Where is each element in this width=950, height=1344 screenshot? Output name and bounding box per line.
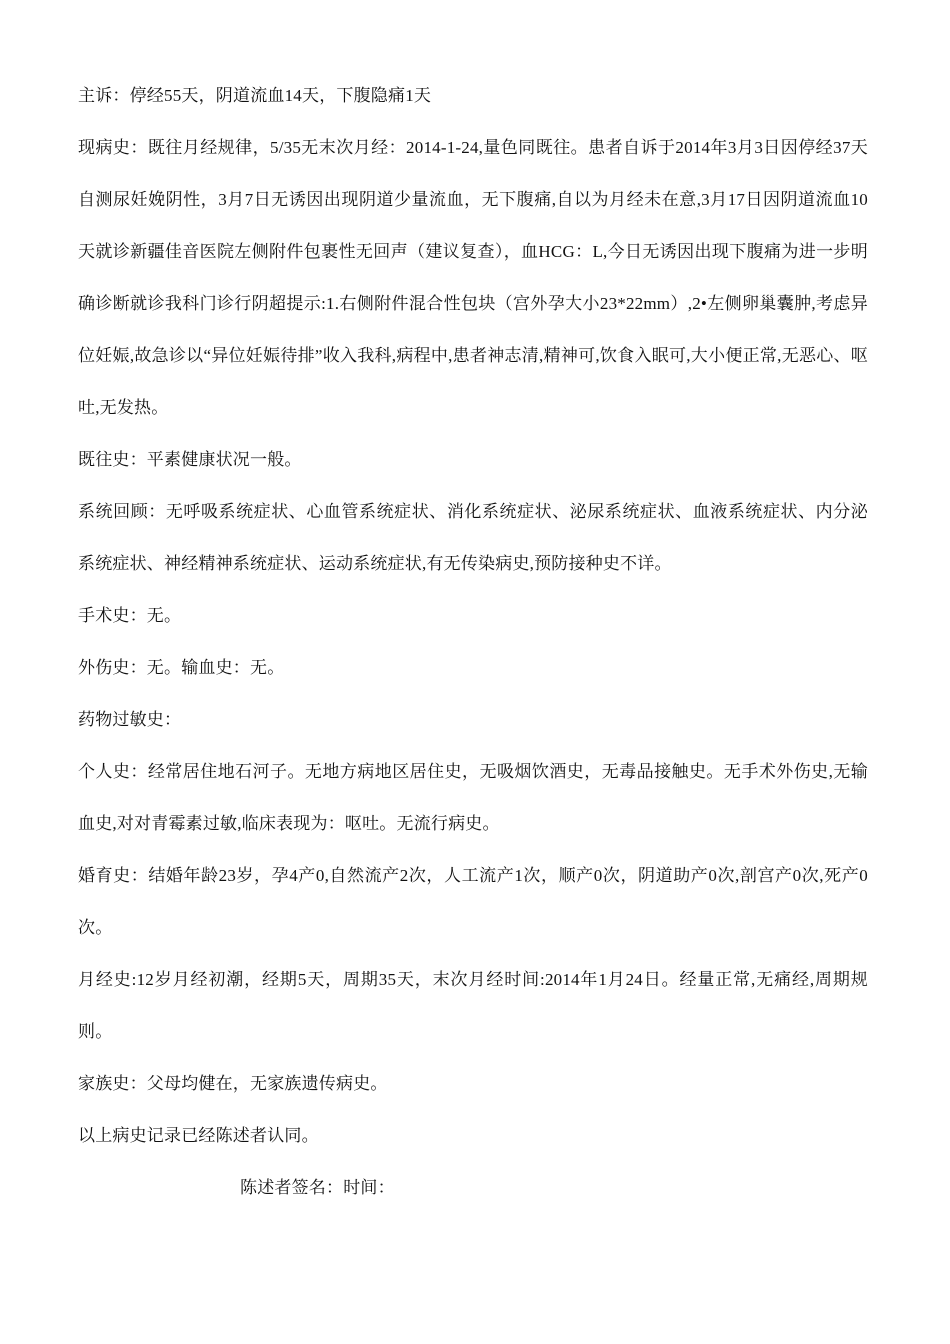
systems-review: 系统回顾：无呼吸系统症状、心血管系统症状、消化系统症状、泌尿系统症状、血液系统症状、内分泌系统症状、神经精神系统症状、运动系统症状,有无传染病史,预防接种史不详。 [78, 502, 868, 573]
personal-history: 个人史：经常居住地石河子。无地方病地区居住史，无吸烟饮酒史，无毒品接触史。无手术外伤史,无输血史,对对青霉素过敏,临床表现为：呕吐。无流行病史。 [78, 762, 868, 833]
family-history: 家族史：父母均健在，无家族遗传病史。 [78, 1074, 388, 1093]
menstrual-history: 月经史:12岁月经初潮，经期5天，周期35天，末次月经时间:2014年1月24日。经量正常,无痛经,周期规则。 [78, 970, 868, 1041]
present-illness-history: 现病史：既往月经规律，5/35无末次月经：2014-1-24,量色同既往。患者自诉于2014年3月3日因停经37天自测尿妊娩阴性，3月7日无诱因出现阴道少量流血，无下腹痛,自以为月经未在意,3月17日因阴道流血10天就诊新疆佳音医院左侧附件包裹性无回声（建议复查），血HCG：L,今日无诱因出现下腹痛为进一步明确诊断就诊我科门诊行阴超提示:1.右侧附件混合性包块（宫外孕大小23*22mm）,2•左侧卵巢囊肿,考虑异位妊娠,故急诊以“异位妊娠待排”收入我科,病程中,患者神志清,精神可,饮食入眠可,大小便正常,无恶心、呕吐,无发热。 [78, 138, 868, 417]
signature-line: 陈述者签名：时间： [240, 1178, 395, 1197]
past-history: 既往史：平素健康状况一般。 [78, 450, 302, 469]
chief-complaint: 主诉：停经55天，阴道流血14天，下腹隐痛1天 [78, 86, 432, 105]
surgery-history: 手术史：无。 [78, 606, 182, 625]
drug-allergy-history: 药物过敏史： [78, 710, 182, 729]
marital-reproductive-history: 婚育史：结婚年龄23岁，孕4产0,自然流产2次，人工流产1次，顺产0次，阴道助产0次,剖宫产0次,死产0次。 [78, 866, 868, 937]
confirmation-statement: 以上病史记录已经陈述者认同。 [78, 1126, 319, 1145]
trauma-transfusion-history: 外伤史：无。输血史：无。 [78, 658, 285, 677]
medical-history-document [78, 70, 868, 1214]
